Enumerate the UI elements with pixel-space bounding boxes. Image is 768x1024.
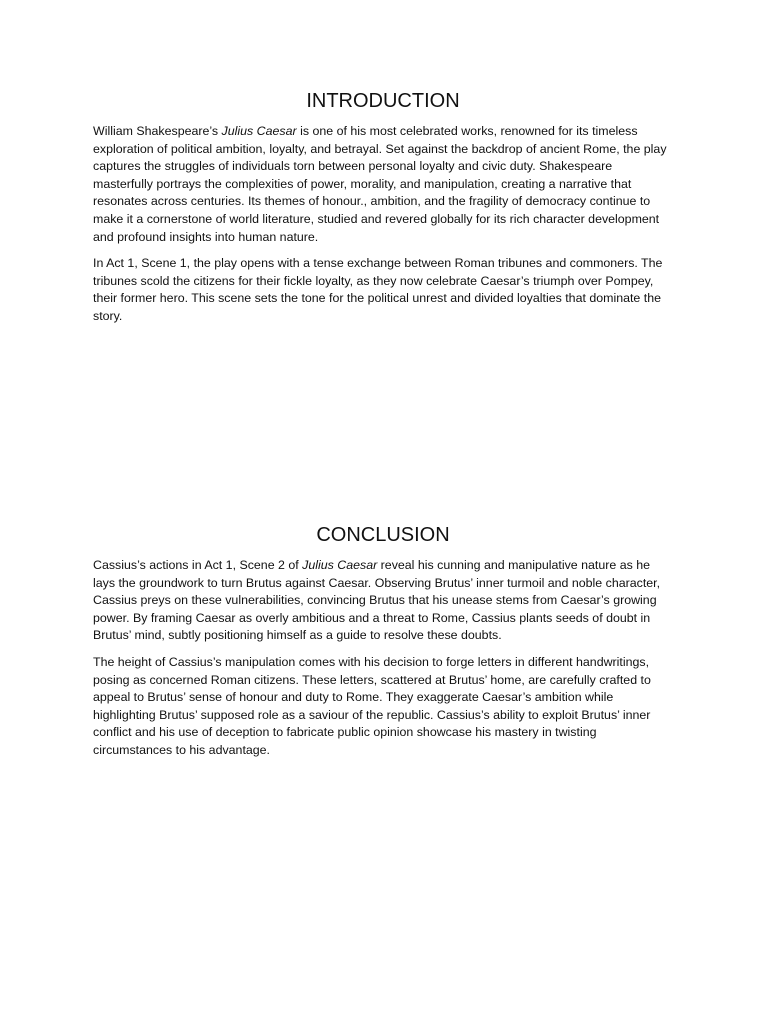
conclusion-paragraph-2: The height of Cassius’s manipulation comes with his decision to forge letters in different handwritings, posing as concerned Roman citizens. These letters, scattered at Brutus’ home, are carefully crafted to appeal to Brutus’ sense of honour and duty to Rome. They exaggerate Caesar’s ambition while highlighting Brutus’ supposed role as a saviour of the republic. Cassius’s ability to exploit Brutus’ inner conflict and his use of deception to fabricate public opinion showcase his mastery in twisting circumstances to his advantage. <box>93 654 651 757</box>
introduction-paragraph-2: In Act 1, Scene 1, the play opens with a tense exchange between Roman tribunes and commoners. The tribunes scold the citizens for their fickle loyalty, as they now celebrate Caesar’s triumph over Pompey, their former hero. This scene sets the tone for the political unrest and divided loyalties that dominate the story. <box>93 256 663 323</box>
conclusion-paragraph-1 <box>93 557 673 645</box>
intro-p1-before: William Shakespeare’s <box>93 124 222 138</box>
conclusion-section <box>93 523 673 769</box>
introduction-section <box>93 89 673 335</box>
intro-p1-play-title: Julius Caesar <box>221 124 297 138</box>
introduction-heading: INTRODUCTION <box>306 90 460 112</box>
concl-p1-play-title: Julius Caesar <box>302 558 378 572</box>
introduction-paragraph-1 <box>93 123 673 246</box>
conclusion-heading: CONCLUSION <box>316 524 450 546</box>
concl-p1-before: Cassius’s actions in Act 1, Scene 2 of <box>93 558 303 572</box>
concl-p1-after: reveal his cunning and manipulative nature as he lays the groundwork to turn Brutus against Caesar. Observing Brutus’ inner turmoil and noble character, Cassius preys on these vulnerabilities, convincing Brutus that his unease stems from Caesar’s growing power. By framing Caesar as overly ambitious and a threat to Rome, Cassius plants seeds of doubt in Brutus’ mind, subtly positioning himself as a guide to resolve these doubts. <box>93 558 661 643</box>
intro-p1-after: is one of his most celebrated works, renowned for its timeless exploration of political ambition, loyalty, and betrayal. Set against the backdrop of ancient Rome, the play captures the struggles of individuals torn between personal loyalty and civic duty. Shakespeare masterfully portrays the complexities of power, morality, and manipulation, creating a narrative that resonates across centuries. Its themes of honour., ambition, and the fragility of democracy continue to make it a cornerstone of world literature, studied and revered globally for its rich character development and profound insights into human nature. <box>93 124 667 244</box>
